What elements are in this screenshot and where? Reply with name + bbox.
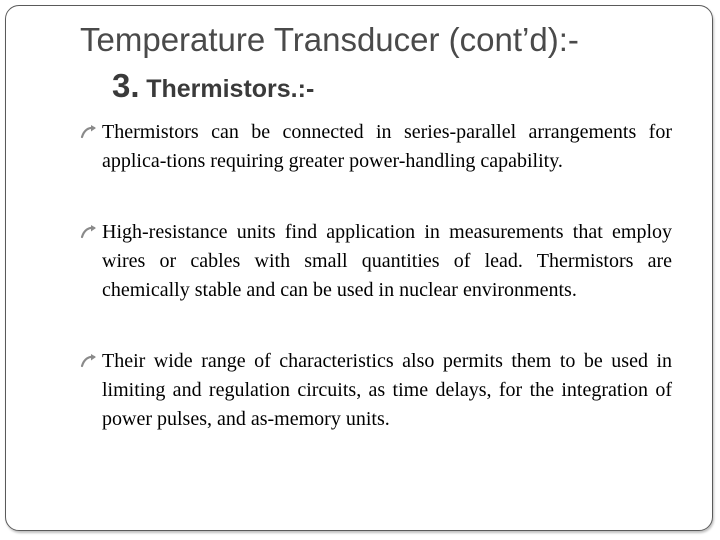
subtitle-number: 3. bbox=[112, 67, 140, 104]
bullet-item bbox=[80, 118, 672, 176]
bullet-item bbox=[80, 347, 672, 434]
curved-arrow-bullet-icon bbox=[80, 124, 98, 140]
subtitle-text: Thermistors.:- bbox=[146, 75, 315, 103]
bullet-text: Thermistors can be connected in series-parallel arrangements for applica-tions requiring greater power-handling capability. bbox=[102, 121, 672, 172]
bullet-text: Their wide range of characteristics also permits them to be used in limiting and regulation circuits, as time delays, for the integration of power pulses, and as-memory units. bbox=[102, 350, 672, 430]
slide-subtitle bbox=[112, 64, 314, 112]
bullet-item bbox=[80, 218, 672, 305]
bullet-text: High-resistance units find application in measurements that employ wires or cables with small quantities of lead. Thermistors are chemically stable and can be used in nuclear environments. bbox=[102, 221, 672, 301]
slide-title: Temperature Transducer (cont’d):- bbox=[80, 21, 579, 58]
bullet-list bbox=[80, 118, 672, 434]
curved-arrow-bullet-icon bbox=[80, 353, 98, 369]
curved-arrow-bullet-icon bbox=[80, 224, 98, 240]
